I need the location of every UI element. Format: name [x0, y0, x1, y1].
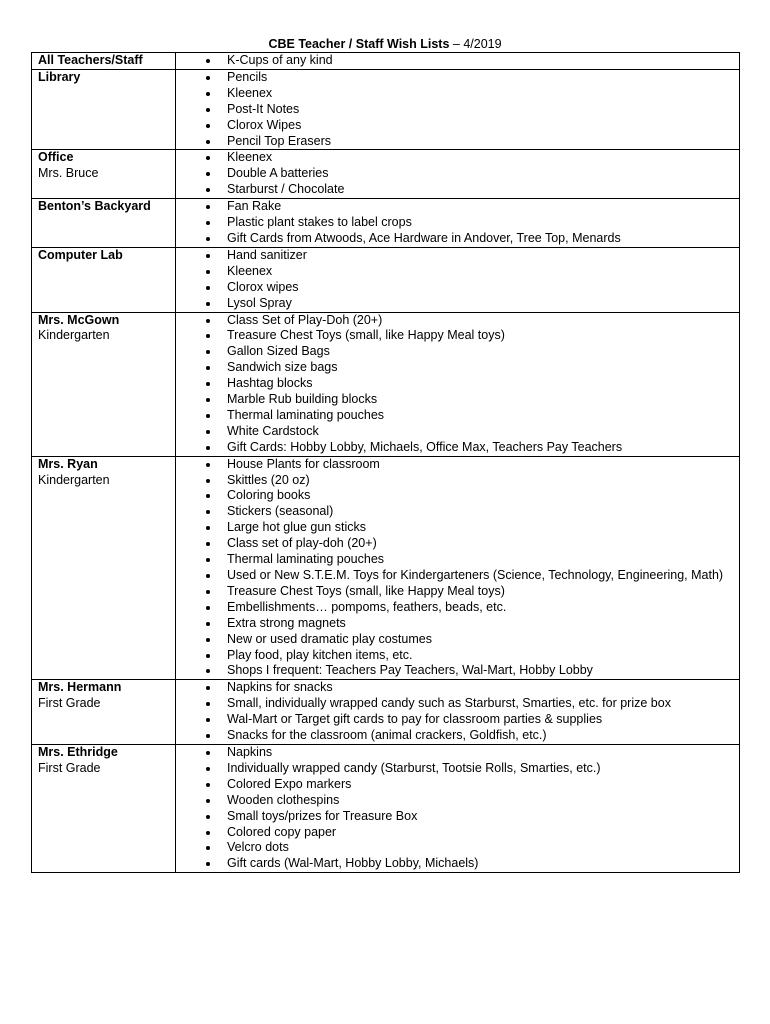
list-item: Embellishments… pompoms, feathers, beads, etc. [176, 600, 739, 616]
list-item: White Cardstock [176, 424, 739, 440]
list-item: Large hot glue gun sticks [176, 520, 739, 536]
table-row [32, 312, 740, 456]
staff-cell [32, 312, 176, 456]
wish-item-list [176, 70, 739, 150]
list-item: Used or New S.T.E.M. Toys for Kindergarteners (Science, Technology, Engineering, Math) [176, 568, 739, 584]
list-item: Shops I frequent: Teachers Pay Teachers, Wal-Mart, Hobby Lobby [176, 663, 739, 679]
list-item: Sandwich size bags [176, 360, 739, 376]
list-item: Hand sanitizer [176, 248, 739, 264]
wish-item-list [176, 248, 739, 312]
list-item: Napkins for snacks [176, 680, 739, 696]
staff-cell [32, 456, 176, 680]
staff-name: Computer Lab [38, 247, 123, 262]
list-item: Individually wrapped candy (Starburst, Tootsie Rolls, Smarties, etc.) [176, 761, 739, 777]
title-date: 4/2019 [463, 37, 502, 51]
staff-name: All Teachers/Staff [38, 53, 143, 67]
title-main: CBE Teacher / Staff Wish Lists [268, 37, 450, 51]
list-item: Thermal laminating pouches [176, 552, 739, 568]
list-item: Gift cards (Wal-Mart, Hobby Lobby, Michaels) [176, 856, 739, 872]
staff-cell [32, 53, 176, 70]
list-item: Play food, play kitchen items, etc. [176, 648, 739, 664]
items-cell [176, 680, 740, 745]
list-item: Colored Expo markers [176, 777, 739, 793]
wish-item-list [176, 313, 739, 456]
staff-name: Office [38, 150, 74, 165]
staff-role: Kindergarten [38, 472, 110, 487]
list-item: Gift Cards: Hobby Lobby, Michaels, Office Max, Teachers Pay Teachers [176, 440, 739, 456]
document-title [0, 36, 770, 52]
table-row [32, 456, 740, 680]
list-item: Marble Rub building blocks [176, 392, 739, 408]
list-item: Kleenex [176, 86, 739, 102]
staff-cell [32, 247, 176, 312]
table-row [32, 69, 740, 150]
list-item: Plastic plant stakes to label crops [176, 215, 739, 231]
wish-list-body [32, 53, 740, 873]
list-item: Fan Rake [176, 199, 739, 215]
list-item: House Plants for classroom [176, 457, 739, 473]
list-item: Pencil Top Erasers [176, 134, 739, 150]
wish-item-list [176, 150, 739, 198]
staff-role: Mrs. Bruce [38, 166, 99, 181]
list-item: New or used dramatic play costumes [176, 632, 739, 648]
staff-cell [32, 199, 176, 248]
list-item: Gallon Sized Bags [176, 344, 739, 360]
list-item: Lysol Spray [176, 296, 739, 312]
items-cell [176, 247, 740, 312]
list-item: Kleenex [176, 150, 739, 166]
list-item: Class Set of Play-Doh (20+) [176, 313, 739, 329]
list-item: Wooden clothespins [176, 793, 739, 809]
staff-cell [32, 680, 176, 745]
list-item: Skittles (20 oz) [176, 473, 739, 489]
wish-list-table [31, 52, 740, 873]
list-item: Kleenex [176, 264, 739, 280]
list-item: Clorox Wipes [176, 118, 739, 134]
staff-cell [32, 744, 176, 872]
list-item: Stickers (seasonal) [176, 504, 739, 520]
staff-role: Kindergarten [38, 328, 110, 343]
staff-name: Mrs. Hermann [38, 680, 122, 695]
staff-name: Benton’s Backyard [38, 199, 151, 214]
items-cell [176, 199, 740, 248]
items-cell [176, 53, 740, 70]
table-row [32, 53, 740, 70]
staff-name: Mrs. McGown [38, 312, 120, 327]
list-item: Thermal laminating pouches [176, 408, 739, 424]
staff-name: Mrs. Ryan [38, 456, 98, 471]
table-row [32, 744, 740, 872]
list-item: Starburst / Chocolate [176, 182, 739, 198]
items-cell [176, 456, 740, 680]
staff-role: First Grade [38, 696, 101, 711]
list-item: Treasure Chest Toys (small, like Happy Meal toys) [176, 584, 739, 600]
list-item: Napkins [176, 745, 739, 761]
list-item: Extra strong magnets [176, 616, 739, 632]
list-item: Small toys/prizes for Treasure Box [176, 809, 739, 825]
table-row [32, 199, 740, 248]
items-cell [176, 150, 740, 199]
list-item: Double A batteries [176, 166, 739, 182]
list-item: Snacks for the classroom (animal crackers, Goldfish, etc.) [176, 728, 739, 744]
list-item: Coloring books [176, 488, 739, 504]
staff-name: Mrs. Ethridge [38, 744, 118, 759]
list-item: Clorox wipes [176, 280, 739, 296]
items-cell [176, 69, 740, 150]
staff-cell [32, 150, 176, 199]
wish-item-list [176, 199, 739, 247]
list-item: Hashtag blocks [176, 376, 739, 392]
list-item: Wal-Mart or Target gift cards to pay for classroom parties & supplies [176, 712, 739, 728]
list-item: Colored copy paper [176, 825, 739, 841]
wish-item-list [176, 680, 739, 744]
title-separator: – [449, 37, 464, 51]
table-row [32, 247, 740, 312]
list-item: Velcro dots [176, 840, 739, 856]
list-item: Pencils [176, 70, 739, 86]
staff-cell [32, 69, 176, 150]
list-item: Post-It Notes [176, 102, 739, 118]
list-item: Gift Cards from Atwoods, Ace Hardware in Andover, Tree Top, Menards [176, 231, 739, 247]
list-item: Small, individually wrapped candy such as Starburst, Smarties, etc. for prize box [176, 696, 739, 712]
wish-item-list [176, 53, 739, 69]
staff-name: Library [38, 69, 81, 84]
wish-item-list [176, 745, 739, 872]
table-row [32, 680, 740, 745]
items-cell [176, 744, 740, 872]
list-item: Treasure Chest Toys (small, like Happy Meal toys) [176, 328, 739, 344]
wish-item-list [176, 457, 739, 680]
staff-role: First Grade [38, 760, 101, 775]
list-item: K-Cups of any kind [176, 53, 739, 69]
items-cell [176, 312, 740, 456]
list-item: Class set of play-doh (20+) [176, 536, 739, 552]
table-row [32, 150, 740, 199]
